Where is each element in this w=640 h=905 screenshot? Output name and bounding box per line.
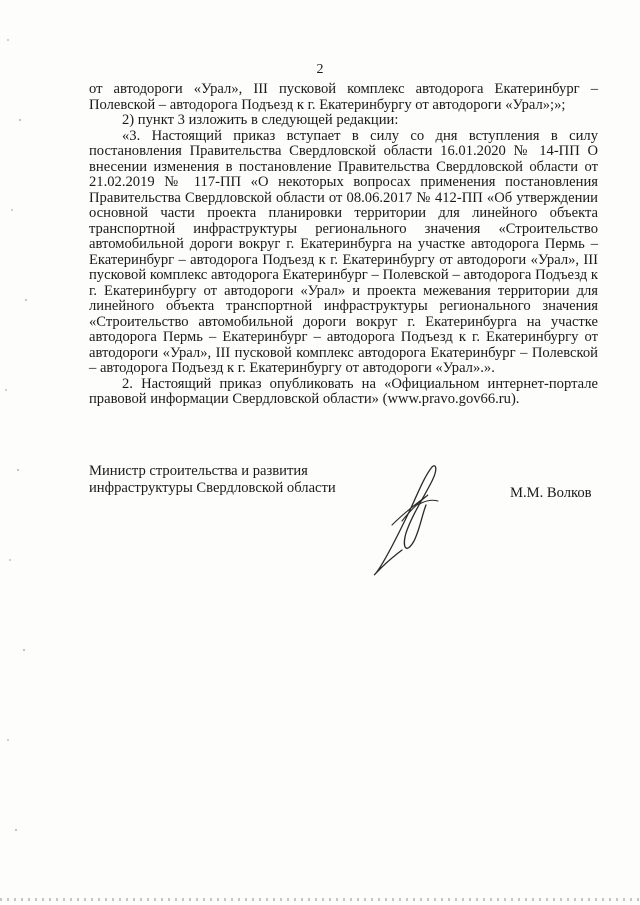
signer-position — [89, 463, 336, 497]
point-2-paragraph: 2. Настоящий приказ опубликовать на «Официальном интернет-портале правовой информации Свердловской области» (www.pravo.gov66.ru). — [89, 375, 598, 407]
scan-noise-left — [0, 0, 40, 905]
handwritten-signature — [362, 455, 452, 585]
page-number: 2 — [316, 62, 324, 77]
quoted-paragraph-3: «3. Настоящий приказ вступает в силу со дня вступления в силу постановления Правительства Свердловской области 16.01.2020 № 14-ПП О внесении изменения в постановление Правительства Свердловской области от 21.02.2019 № 117-ПП «О некоторых вопросах применения постановления Правительства Свердловской области от 08.06.2017 № 412-ПП «Об утверждении основной части проекта планировки территории для линейного объекта транспортной инфраструктуры регионального значения «Строительство автомобильной дороги вокруг г. Екатеринбурга на участке автодорога Пермь – Екатеринбург – автодорога Подъезд к г. Екатеринбургу от автодороги «Урал», III пусковой комплекс автодорога Екатеринбург – Полевской – автодорога Подъезд к г. Екатеринбургу от автодороги «Урал» и проекта межевания территории для линейного объекта транспортной инфраструктуры регионального значения «Строительство автомобильной дороги вокруг г. Екатеринбурга на участке автодорога Пермь – Екатеринбург – автодорога Подъезд к г. Екатеринбургу от автодороги «Урал», III пусковой комплекс автодорога Екатеринбург – Полевской – автодорога Подъезд к г. Екатеринбургу от автодороги «Урал».». — [89, 127, 598, 376]
document-body — [89, 82, 598, 408]
continuation-paragraph: от автодороги «Урал», III пусковой комплекс автодорога Екатеринбург – Полевской – автодорога Подъезд к г. Екатеринбургу от автодороги «Урал»;»; — [89, 81, 598, 113]
signer-name: М.М. Волков — [510, 485, 592, 501]
signer-position-line-2: инфраструктуры Свердловской области — [89, 480, 336, 496]
scan-noise-bottom — [0, 898, 640, 901]
item-2-paragraph: 2) пункт 3 изложить в следующей редакции: — [122, 112, 399, 128]
signer-position-line-1: Министр строительства и развития — [89, 463, 308, 479]
